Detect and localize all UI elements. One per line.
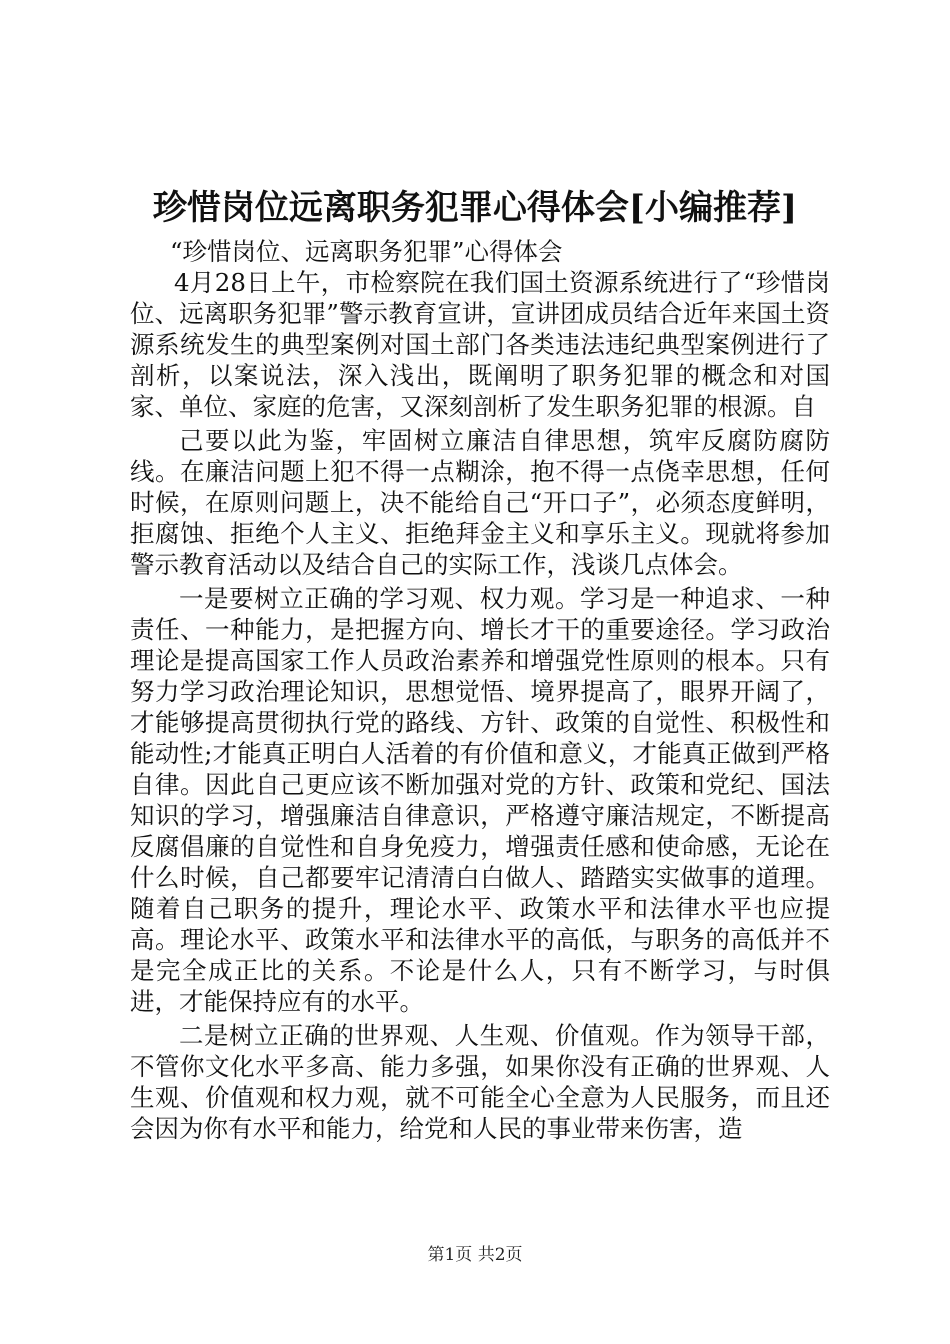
page-number-footer: 第1页 共2页 <box>427 1245 523 1265</box>
document-subtitle: “珍惜岗位、远离职务犯罪”心得体会 <box>170 237 563 266</box>
paragraph-2: 己要以此为鉴，牢固树立廉洁自律思想，筑牢反腐防腐防线。在廉洁问题上犯不得一点糊涂，抱不得一点侥幸思想，任何时候，在原则问题上，决不能给自己“开口子”，必须态度鲜明，拒腐蚀、拒绝个人主义、拒绝拜金主义和享乐主义。现就将参加警示教育活动以及结合自己的实际工作，浅谈几点体会。 <box>130 426 830 579</box>
document-title: 珍惜岗位远离职务犯罪心得体会[小编推荐] <box>152 188 798 228</box>
document-body <box>130 236 830 1147</box>
paragraph-1: 4月28日上午，市检察院在我们国土资源系统进行了“珍惜岗位、远离职务犯罪”警示教育宣讲，宣讲团成员结合近年来国土资源系统发生的典型案例对国土部门各类违法违纪典型案例进行了剖析，以案说法，深入浅出，既阐明了职务犯罪的概念和对国家、单位、家庭的危害，又深刻剖析了发生职务犯罪的根源。自 <box>130 268 830 421</box>
paragraph-3: 一是要树立正确的学习观、权力观。学习是一种追求、一种责任、一种能力，是把握方向、增长才干的重要途径。学习政治理论是提高国家工作人员政治素养和增强党性原则的根本。只有努力学习政治理论知识，思想觉悟、境界提高了，眼界开阔了，才能够提高贯彻执行党的路线、方针、政策的自觉性、积极性和能动性;才能真正明白人活着的有价值和意义，才能真正做到严格自律。因此自己更应该不断加强对党的方针、政策和党纪、国法知识的学习，增强廉洁自律意识，严格遵守廉洁规定，不断提高反腐倡廉的自觉性和自身免疫力，增强责任感和使命感，无论在什么时候，自己都要牢记清清白白做人、踏踏实实做事的道理。随着自己职务的提升，理论水平、政策水平和法律水平也应提高。理论水平、政策水平和法律水平的高低，与职务的高低并不是完全成正比的关系。不论是什么人，只有不断学习，与时俱进，才能保持应有的水平。 <box>130 584 830 1016</box>
paragraph-4: 二是树立正确的世界观、人生观、价值观。作为领导干部，不管你文化水平多高、能力多强，如果你没有正确的世界观、人生观、价值观和权力观，就不可能全心全意为人民服务，而且还会因为你有水平和能力，给党和人民的事业带来伤害，造 <box>130 1021 830 1143</box>
